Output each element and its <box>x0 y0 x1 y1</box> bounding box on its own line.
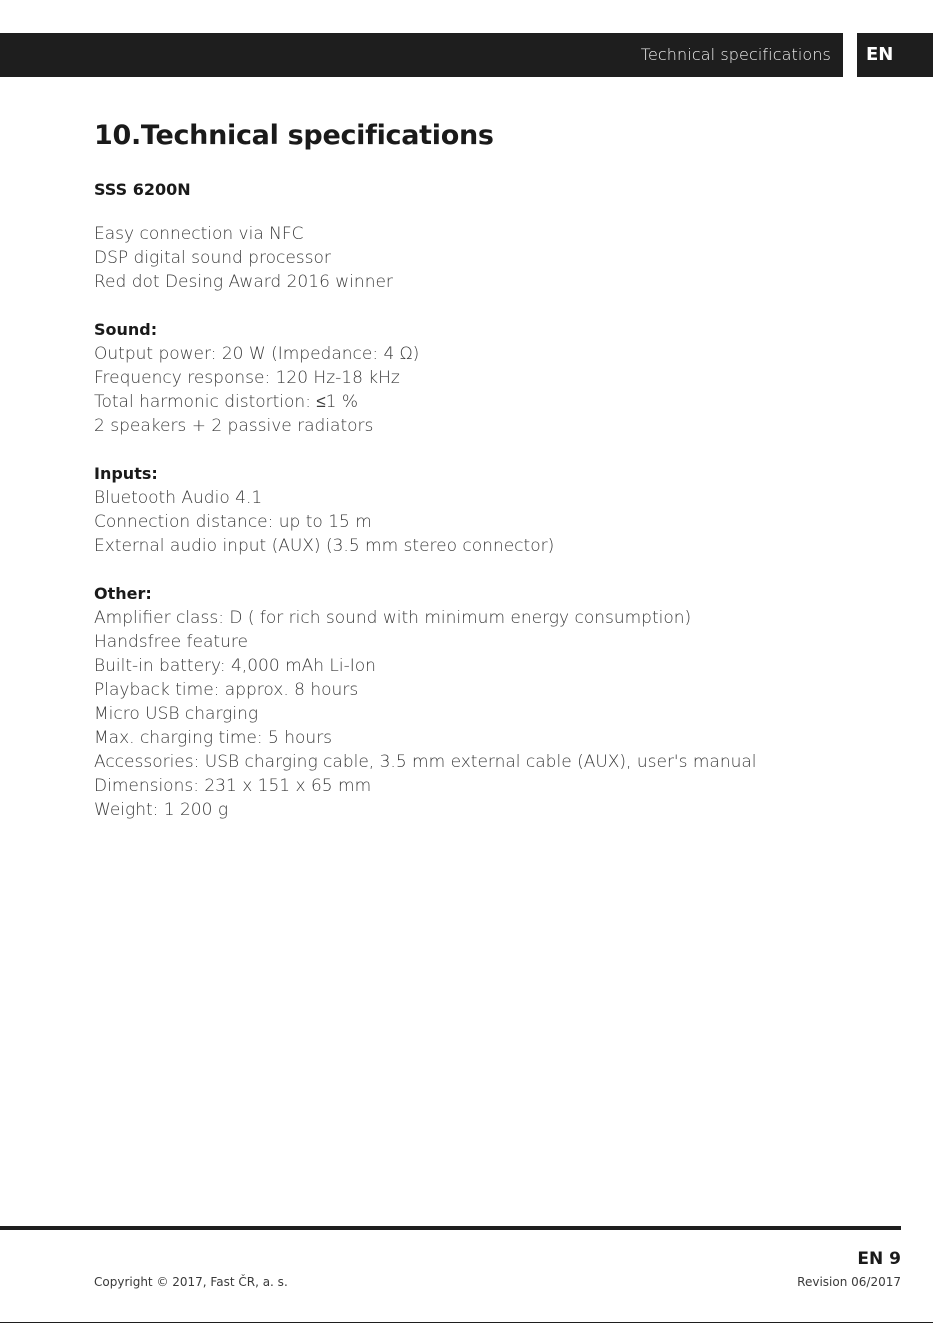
intro-list <box>94 222 393 294</box>
copyright-notice: Copyright © 2017, Fast ČR, a. s. <box>94 1275 288 1289</box>
spec-item: External audio input (AUX) (3.5 mm stereo connector) <box>94 536 555 556</box>
revision-label: Revision 06/2017 <box>797 1275 901 1289</box>
sound-section <box>94 318 419 438</box>
intro-item: Easy connection via NFC <box>94 224 304 244</box>
page-title: 10.Technical specifications <box>94 120 494 151</box>
spec-item: Amplifier class: D ( for rich sound with minimum energy consumption) <box>94 608 692 628</box>
section-heading: Sound: <box>94 320 158 339</box>
model-name: SSS 6200N <box>94 180 191 199</box>
header-section-title: Technical specifications <box>640 45 831 64</box>
spec-item: Accessories: USB charging cable, 3.5 mm external cable (AUX), user's manual <box>94 752 757 772</box>
language-label: EN <box>866 44 894 65</box>
spec-item: Output power: 20 W (Impedance: 4 Ω) <box>94 344 420 364</box>
spec-item: Playback time: approx. 8 hours <box>94 680 359 700</box>
spec-item: Max. charging time: 5 hours <box>94 728 333 748</box>
intro-item: Red dot Desing Award 2016 winner <box>94 272 393 292</box>
spec-list <box>94 486 554 558</box>
spec-list <box>94 606 757 822</box>
section-heading: Other: <box>94 584 152 603</box>
spec-item: Built-in battery: 4,000 mAh Li-Ion <box>94 656 376 676</box>
spec-item: Handsfree feature <box>94 632 248 652</box>
section-heading: Inputs: <box>94 464 158 483</box>
spec-item: Bluetooth Audio 4.1 <box>94 488 263 508</box>
bottom-divider <box>0 1322 933 1323</box>
spec-item: Weight: 1 200 g <box>94 800 229 820</box>
spec-list <box>94 342 419 438</box>
spec-item: 2 speakers + 2 passive radiators <box>94 416 374 436</box>
spec-item: Total harmonic distortion: ≤1 % <box>94 392 359 412</box>
other-section <box>94 582 757 822</box>
spec-item: Dimensions: 231 x 151 x 65 mm <box>94 776 372 796</box>
spec-item: Frequency response: 120 Hz-18 kHz <box>94 368 400 388</box>
header-bar <box>0 33 843 77</box>
inputs-section <box>94 462 554 558</box>
language-badge <box>857 33 933 77</box>
footer-divider <box>0 1226 901 1230</box>
spec-item: Connection distance: up to 15 m <box>94 512 372 532</box>
page-number: EN 9 <box>857 1249 901 1269</box>
spec-item: Micro USB charging <box>94 704 259 724</box>
intro-item: DSP digital sound processor <box>94 248 331 268</box>
